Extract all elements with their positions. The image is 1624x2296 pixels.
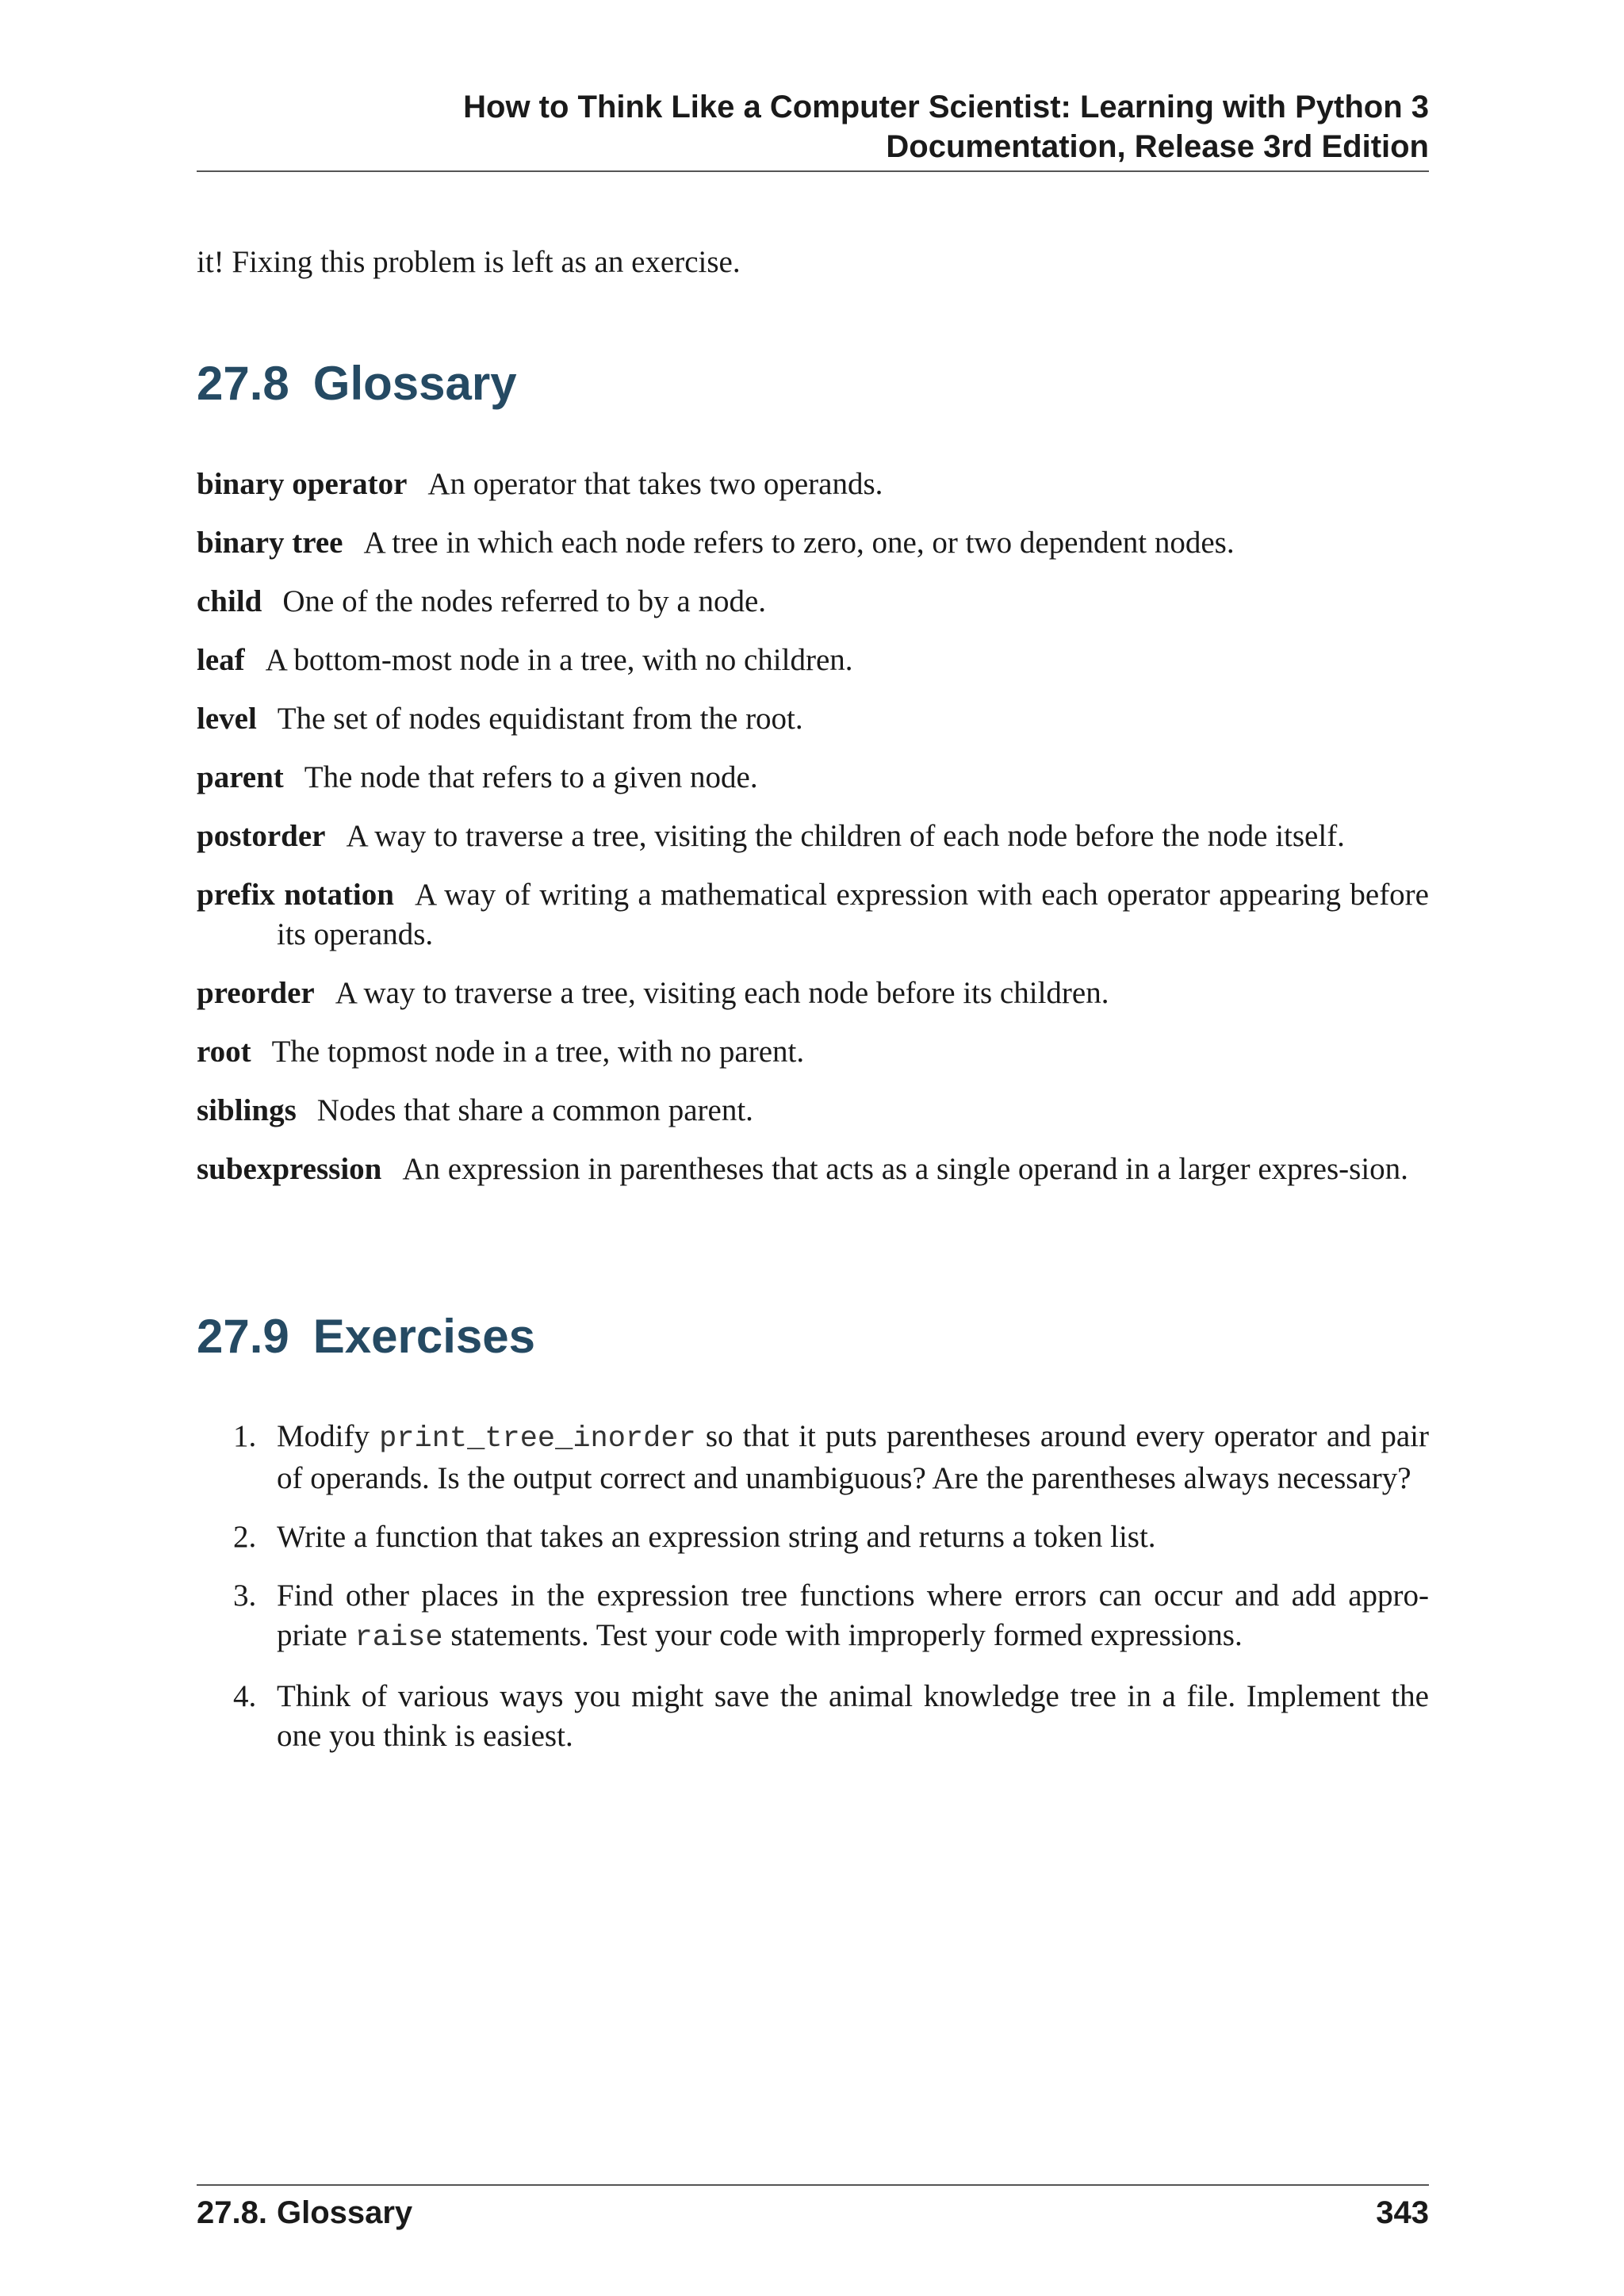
exercises-heading-title: Exercises — [312, 1310, 536, 1363]
exercise-item — [197, 1576, 1429, 1658]
footer-section-number: 27.8. — [197, 2195, 267, 2230]
glossary-heading-title: Glossary — [312, 357, 517, 410]
glossary-definition: A bottom-most node in a tree, with no children. — [265, 643, 853, 677]
exercise-text: Think of various ways you might save the animal knowledge tree in a file. Implement the one you think is easiest. — [277, 1679, 1429, 1753]
running-header-line-1: How to Think Like a Computer Scientist: Learning with Python 3 — [463, 90, 1429, 124]
glossary-definition: A way to traverse a tree, visiting the children of each node before the node itself. — [346, 819, 1345, 853]
glossary-definition: An expression in parentheses that acts as a single operand in a larger expres-sion. — [402, 1152, 1408, 1186]
glossary-definition: Nodes that share a common parent. — [316, 1093, 753, 1127]
glossary-definition: A way to traverse a tree, visiting each node before its children. — [335, 976, 1109, 1010]
exercise-number: 1. — [233, 1419, 257, 1453]
exercise-text: statements. Test your code with improperly formed expressions. — [442, 1618, 1243, 1652]
glossary-entry — [197, 758, 1429, 798]
glossary-term: leaf — [197, 643, 245, 677]
glossary-term: subexpression — [197, 1152, 382, 1186]
glossary-term: preorder — [197, 976, 315, 1010]
glossary-term: prefix notation — [197, 878, 394, 912]
glossary-list — [197, 465, 1429, 1208]
glossary-definition: A tree in which each node refers to zero, one, or two dependent nodes. — [363, 526, 1235, 560]
exercise-text: Find other places in the expression tree functions where errors can occur and add appro-priate — [277, 1578, 1429, 1652]
glossary-entry — [197, 1032, 1429, 1072]
exercise-item — [197, 1677, 1429, 1756]
exercise-number: 4. — [233, 1679, 257, 1713]
glossary-term: child — [197, 584, 262, 618]
page-number: 343 — [1376, 2195, 1429, 2230]
exercises-heading — [197, 1308, 535, 1365]
running-header-line-2: Documentation, Release 3rd Edition — [886, 129, 1429, 164]
glossary-term: level — [197, 702, 257, 736]
glossary-entry — [197, 1150, 1429, 1189]
running-header — [197, 87, 1429, 166]
header-divider — [197, 170, 1429, 172]
glossary-term: parent — [197, 760, 284, 794]
exercise-text: Write a function that takes an expression string and returns a token list. — [277, 1520, 1156, 1554]
glossary-heading — [197, 355, 517, 412]
glossary-definition: The set of nodes equidistant from the root. — [277, 702, 803, 736]
glossary-term: binary operator — [197, 467, 408, 501]
footer-section-title: Glossary — [276, 2195, 413, 2230]
glossary-entry — [197, 1091, 1429, 1131]
glossary-entry — [197, 699, 1429, 739]
glossary-term: binary tree — [197, 526, 343, 560]
glossary-entry — [197, 817, 1429, 856]
glossary-term: postorder — [197, 819, 326, 853]
exercise-number: 3. — [233, 1578, 257, 1613]
exercise-item — [197, 1517, 1429, 1557]
glossary-entry — [197, 974, 1429, 1013]
glossary-definition: The node that refers to a given node. — [304, 760, 758, 794]
footer-divider — [197, 2184, 1429, 2186]
code-print-tree-inorder: print_tree_inorder — [379, 1422, 696, 1456]
code-raise: raise — [354, 1621, 443, 1655]
glossary-definition: One of the nodes referred to by a node. — [282, 584, 767, 618]
glossary-definition: An operator that takes two operands. — [427, 467, 883, 501]
exercise-text: so that it puts parentheses around every operator and pair of operands. Is the output correct and unambiguous? Are the parentheses always necessary? — [277, 1419, 1429, 1495]
document-page — [197, 0, 1429, 2296]
glossary-entry — [197, 641, 1429, 680]
glossary-entry — [197, 875, 1429, 955]
exercises-list — [197, 1417, 1429, 1775]
footer-section — [197, 2193, 412, 2233]
glossary-entry — [197, 582, 1429, 622]
glossary-heading-number: 27.8 — [197, 357, 289, 410]
intro-paragraph: it! Fixing this problem is left as an exercise. — [197, 245, 741, 279]
exercise-text: Modify — [277, 1419, 380, 1453]
exercises-heading-number: 27.9 — [197, 1310, 289, 1363]
exercise-item — [197, 1417, 1429, 1498]
glossary-entry — [197, 465, 1429, 504]
glossary-term: siblings — [197, 1093, 297, 1127]
glossary-definition: A way of writing a mathematical expression with each operator appearing before its operands. — [277, 878, 1429, 951]
exercise-number: 2. — [233, 1520, 257, 1554]
glossary-entry — [197, 523, 1429, 563]
glossary-definition: The topmost node in a tree, with no parent. — [271, 1035, 805, 1069]
glossary-term: root — [197, 1035, 251, 1069]
